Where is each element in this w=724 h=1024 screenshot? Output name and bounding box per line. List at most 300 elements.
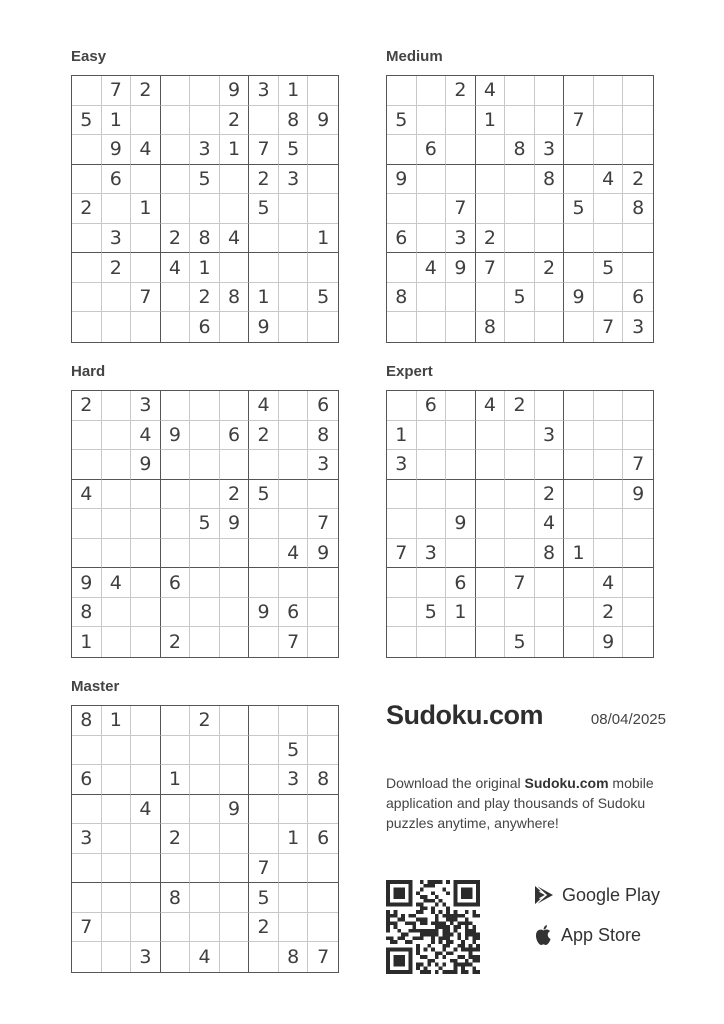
sudoku-cell (249, 795, 279, 825)
sudoku-cell: 5 (387, 106, 417, 136)
sudoku-cell: 2 (505, 391, 535, 421)
sudoku-cell (190, 568, 220, 598)
sudoku-cell: 5 (249, 883, 279, 913)
sudoku-cell: 8 (72, 598, 102, 628)
sudoku-cell (249, 106, 279, 136)
sudoku-cell (308, 568, 338, 598)
sudoku-cell (417, 421, 447, 451)
sudoku-cell (131, 224, 161, 254)
sudoku-cell (594, 283, 624, 313)
sudoku-cell: 1 (308, 224, 338, 254)
sudoku-cell (279, 283, 309, 313)
sudoku-cell: 9 (161, 421, 191, 451)
sudoku-cell: 7 (249, 135, 279, 165)
sudoku-cell (623, 568, 653, 598)
sudoku-cell (220, 765, 250, 795)
sudoku-cell: 6 (220, 421, 250, 451)
sudoku-cell: 9 (308, 539, 338, 569)
sudoku-cell: 2 (623, 165, 653, 195)
sudoku-cell: 5 (190, 165, 220, 195)
sudoku-cell: 1 (564, 539, 594, 569)
sudoku-cell (131, 568, 161, 598)
sudoku-cell (190, 795, 220, 825)
sudoku-cell (417, 568, 447, 598)
sudoku-cell (308, 598, 338, 628)
sudoku-cell: 2 (161, 627, 191, 657)
sudoku-cell: 7 (279, 627, 309, 657)
sudoku-cell (564, 135, 594, 165)
sudoku-cell (564, 312, 594, 342)
sudoku-cell (446, 283, 476, 313)
sudoku-cell (623, 135, 653, 165)
sudoku-cell (535, 391, 565, 421)
sudoku-cell (417, 509, 447, 539)
sudoku-cell (505, 312, 535, 342)
sudoku-cell: 7 (102, 76, 132, 106)
sudoku-cell (279, 706, 309, 736)
sudoku-cell (161, 795, 191, 825)
sudoku-cell (387, 509, 417, 539)
sudoku-cell (249, 706, 279, 736)
sudoku-cell (131, 627, 161, 657)
sudoku-cell (102, 765, 132, 795)
sudoku-cell (446, 627, 476, 657)
puzzle-medium (386, 47, 654, 343)
sudoku-cell (279, 194, 309, 224)
app-store-button[interactable] (534, 924, 641, 946)
sudoku-cell (72, 312, 102, 342)
sudoku-cell: 5 (505, 283, 535, 313)
sudoku-cell: 4 (279, 539, 309, 569)
sudoku-cell: 5 (505, 627, 535, 657)
sudoku-cell (190, 421, 220, 451)
sudoku-cell: 6 (279, 598, 309, 628)
brand-logo[interactable]: Sudoku.com (386, 700, 544, 730)
sudoku-cell: 6 (387, 224, 417, 254)
sudoku-cell (102, 421, 132, 451)
puzzle-hard (71, 362, 339, 658)
sudoku-cell (161, 480, 191, 510)
promo-pre: Download the original (386, 775, 525, 791)
sudoku-cell (249, 824, 279, 854)
sudoku-cell (72, 135, 102, 165)
sudoku-cell (476, 421, 506, 451)
sudoku-cell (72, 883, 102, 913)
sudoku-cell (72, 76, 102, 106)
sudoku-cell (131, 312, 161, 342)
sudoku-cell (161, 854, 191, 884)
sudoku-cell (594, 391, 624, 421)
sudoku-cell: 2 (161, 224, 191, 254)
sudoku-cell (249, 253, 279, 283)
sudoku-cell (220, 253, 250, 283)
sudoku-cell: 6 (623, 283, 653, 313)
sudoku-cell: 2 (535, 253, 565, 283)
sudoku-cell: 8 (476, 312, 506, 342)
sudoku-cell (102, 736, 132, 766)
sudoku-cell (279, 391, 309, 421)
sudoku-cell (417, 194, 447, 224)
sudoku-cell: 1 (279, 824, 309, 854)
sudoku-cell: 8 (279, 942, 309, 972)
sudoku-grid (386, 75, 654, 343)
sudoku-cell (249, 736, 279, 766)
sudoku-cell: 8 (623, 194, 653, 224)
sudoku-cell (161, 942, 191, 972)
sudoku-cell: 5 (279, 736, 309, 766)
sudoku-cell (72, 283, 102, 313)
sudoku-cell (102, 312, 132, 342)
sudoku-cell (535, 224, 565, 254)
sudoku-cell (131, 480, 161, 510)
sudoku-cell (308, 165, 338, 195)
sudoku-cell: 4 (161, 253, 191, 283)
sudoku-cell (131, 765, 161, 795)
sudoku-cell (161, 539, 191, 569)
sudoku-cell (131, 253, 161, 283)
sudoku-cell (505, 450, 535, 480)
sudoku-cell (220, 539, 250, 569)
sudoku-cell (279, 854, 309, 884)
sudoku-cell (279, 312, 309, 342)
sudoku-cell: 7 (446, 194, 476, 224)
sudoku-cell (623, 253, 653, 283)
sudoku-cell (72, 854, 102, 884)
sudoku-cell (102, 509, 132, 539)
sudoku-cell (446, 391, 476, 421)
sudoku-cell: 3 (417, 539, 447, 569)
sudoku-cell: 1 (131, 194, 161, 224)
sudoku-cell (564, 165, 594, 195)
sudoku-cell (220, 194, 250, 224)
sudoku-cell (190, 106, 220, 136)
sudoku-cell: 2 (220, 106, 250, 136)
sudoku-cell (446, 135, 476, 165)
sudoku-cell (102, 480, 132, 510)
sudoku-cell: 8 (308, 421, 338, 451)
sudoku-cell (623, 509, 653, 539)
sudoku-cell (505, 598, 535, 628)
sudoku-cell (190, 883, 220, 913)
sudoku-cell (72, 165, 102, 195)
sudoku-cell: 1 (249, 283, 279, 313)
sudoku-cell: 3 (249, 76, 279, 106)
sudoku-cell (594, 224, 624, 254)
sudoku-cell: 9 (249, 598, 279, 628)
sudoku-cell (387, 568, 417, 598)
sudoku-cell: 9 (249, 312, 279, 342)
sudoku-cell (594, 450, 624, 480)
sudoku-cell: 8 (387, 283, 417, 313)
sudoku-cell: 8 (535, 539, 565, 569)
sudoku-cell (249, 627, 279, 657)
sudoku-cell: 2 (72, 391, 102, 421)
sudoku-cell (249, 539, 279, 569)
sudoku-cell (564, 224, 594, 254)
sudoku-cell: 9 (220, 76, 250, 106)
sudoku-cell: 8 (505, 135, 535, 165)
promo-text (386, 773, 666, 833)
sudoku-cell: 7 (564, 106, 594, 136)
sudoku-cell (190, 765, 220, 795)
sudoku-cell (476, 509, 506, 539)
sudoku-cell (102, 450, 132, 480)
sudoku-cell (505, 421, 535, 451)
sudoku-cell (564, 627, 594, 657)
sudoku-cell (220, 312, 250, 342)
sudoku-cell (279, 421, 309, 451)
sudoku-cell (535, 76, 565, 106)
sudoku-cell (417, 480, 447, 510)
sudoku-cell: 6 (417, 135, 447, 165)
sudoku-cell: 5 (279, 135, 309, 165)
sudoku-cell (220, 942, 250, 972)
sudoku-cell (308, 194, 338, 224)
sudoku-cell: 7 (72, 913, 102, 943)
sudoku-cell: 9 (72, 568, 102, 598)
sudoku-cell (279, 883, 309, 913)
sudoku-cell (161, 312, 191, 342)
sudoku-cell (190, 854, 220, 884)
sudoku-cell (161, 194, 191, 224)
sudoku-cell (72, 736, 102, 766)
sudoku-cell (220, 598, 250, 628)
sudoku-cell: 8 (535, 165, 565, 195)
sudoku-cell (308, 883, 338, 913)
sudoku-cell (161, 391, 191, 421)
sudoku-cell (102, 913, 132, 943)
sudoku-cell: 1 (190, 253, 220, 283)
sudoku-cell (594, 480, 624, 510)
sudoku-cell: 8 (279, 106, 309, 136)
sudoku-cell (623, 539, 653, 569)
sudoku-cell: 5 (564, 194, 594, 224)
sudoku-cell: 9 (102, 135, 132, 165)
sudoku-cell (564, 509, 594, 539)
sudoku-cell (476, 450, 506, 480)
sudoku-cell: 8 (220, 283, 250, 313)
promo-post: mobile application and play thousands of Sudoku puzzles anytime, anywhere! (386, 775, 654, 831)
sudoku-cell (387, 391, 417, 421)
sudoku-cell (535, 194, 565, 224)
sudoku-cell (190, 194, 220, 224)
sudoku-cell: 8 (190, 224, 220, 254)
sudoku-cell (564, 598, 594, 628)
sudoku-cell (505, 480, 535, 510)
sudoku-cell (446, 165, 476, 195)
sudoku-cell: 4 (535, 509, 565, 539)
sudoku-cell: 5 (249, 480, 279, 510)
sudoku-cell (417, 76, 447, 106)
sudoku-cell (308, 795, 338, 825)
sudoku-cell (161, 106, 191, 136)
puzzle-title: Hard (71, 363, 106, 380)
puzzle-expert (386, 362, 654, 658)
sudoku-cell (220, 883, 250, 913)
sudoku-cell (102, 539, 132, 569)
sudoku-cell (594, 194, 624, 224)
sudoku-cell: 3 (279, 765, 309, 795)
sudoku-cell: 6 (308, 391, 338, 421)
sudoku-cell (72, 450, 102, 480)
sudoku-cell: 3 (131, 391, 161, 421)
sudoku-cell: 2 (190, 283, 220, 313)
promo-brand[interactable]: Sudoku.com (524, 775, 609, 791)
sudoku-cell (564, 480, 594, 510)
sudoku-cell: 4 (594, 165, 624, 195)
sudoku-cell (220, 736, 250, 766)
sudoku-cell (623, 391, 653, 421)
sudoku-cell: 2 (220, 480, 250, 510)
sudoku-cell (220, 450, 250, 480)
sudoku-cell (220, 391, 250, 421)
sudoku-cell: 4 (220, 224, 250, 254)
sudoku-cell (446, 480, 476, 510)
sudoku-cell: 7 (594, 312, 624, 342)
sudoku-cell (387, 194, 417, 224)
sudoku-cell (131, 913, 161, 943)
sudoku-cell (387, 627, 417, 657)
sudoku-cell: 2 (72, 194, 102, 224)
sudoku-cell: 7 (623, 450, 653, 480)
sudoku-cell (308, 135, 338, 165)
sudoku-cell (279, 480, 309, 510)
sudoku-cell: 4 (102, 568, 132, 598)
sudoku-cell: 2 (249, 913, 279, 943)
sudoku-cell (220, 854, 250, 884)
sudoku-grid (71, 705, 339, 973)
sudoku-cell (505, 224, 535, 254)
sudoku-cell (249, 509, 279, 539)
sudoku-cell: 2 (249, 165, 279, 195)
sudoku-cell (417, 450, 447, 480)
sudoku-cell: 7 (131, 283, 161, 313)
sudoku-cell (161, 706, 191, 736)
sudoku-cell (308, 480, 338, 510)
sudoku-cell: 8 (72, 706, 102, 736)
google-play-label: Google Play (562, 884, 661, 905)
sudoku-cell (535, 106, 565, 136)
sudoku-cell (623, 627, 653, 657)
sudoku-cell (131, 706, 161, 736)
sudoku-cell: 2 (594, 598, 624, 628)
sudoku-cell (387, 135, 417, 165)
sudoku-cell: 2 (131, 76, 161, 106)
sudoku-cell (72, 509, 102, 539)
sudoku-cell (190, 450, 220, 480)
sudoku-cell (594, 539, 624, 569)
sudoku-cell: 7 (505, 568, 535, 598)
sudoku-cell (161, 76, 191, 106)
sudoku-cell: 2 (102, 253, 132, 283)
sudoku-cell: 7 (317, 946, 330, 969)
sudoku-cell (417, 224, 447, 254)
sudoku-cell (308, 253, 338, 283)
qr-code-icon[interactable] (386, 880, 480, 974)
sudoku-cell (131, 736, 161, 766)
sudoku-cell (308, 312, 338, 342)
sudoku-cell: 4 (190, 942, 220, 972)
sudoku-cell: 3 (279, 165, 309, 195)
sudoku-cell (387, 312, 417, 342)
sudoku-cell: 1 (102, 706, 132, 736)
sudoku-cell (594, 509, 624, 539)
sudoku-cell (279, 913, 309, 943)
sudoku-cell: 9 (564, 283, 594, 313)
sudoku-cell: 9 (387, 165, 417, 195)
sudoku-cell: 4 (131, 421, 161, 451)
sudoku-cell: 4 (131, 135, 161, 165)
sudoku-cell: 3 (387, 450, 417, 480)
sudoku-cell (594, 76, 624, 106)
sudoku-cell: 3 (308, 450, 338, 480)
sudoku-cell: 3 (131, 942, 161, 972)
sudoku-cell (417, 106, 447, 136)
sudoku-cell: 4 (249, 391, 279, 421)
sudoku-cell: 5 (594, 253, 624, 283)
sudoku-cell (102, 194, 132, 224)
sudoku-cell (476, 568, 506, 598)
sudoku-cell (102, 942, 132, 972)
sudoku-cell (505, 509, 535, 539)
sudoku-cell (564, 421, 594, 451)
sudoku-cell: 4 (72, 480, 102, 510)
sudoku-cell (190, 391, 220, 421)
sudoku-cell: 5 (417, 598, 447, 628)
puzzle-title: Master (71, 678, 120, 695)
sudoku-cell (131, 824, 161, 854)
sudoku-cell: 4 (131, 795, 161, 825)
puzzle-easy (71, 47, 339, 343)
sudoku-cell (417, 627, 447, 657)
sudoku-cell (535, 283, 565, 313)
sudoku-grid (71, 390, 339, 658)
sudoku-cell (417, 312, 447, 342)
sudoku-cell: 9 (594, 627, 624, 657)
sudoku-cell (505, 539, 535, 569)
sudoku-cell (594, 106, 624, 136)
sudoku-cell: 6 (446, 568, 476, 598)
sudoku-cell (535, 598, 565, 628)
google-play-button[interactable] (534, 884, 660, 906)
sudoku-cell (72, 942, 102, 972)
sudoku-cell (564, 450, 594, 480)
puzzle-title: Expert (386, 363, 433, 380)
sudoku-cell (190, 627, 220, 657)
sudoku-cell (308, 854, 338, 884)
sudoku-cell (161, 509, 191, 539)
sudoku-cell: 5 (308, 283, 338, 313)
sudoku-cell (131, 165, 161, 195)
sudoku-cell (279, 568, 309, 598)
sudoku-cell (279, 450, 309, 480)
sudoku-cell (623, 224, 653, 254)
sudoku-cell (564, 253, 594, 283)
sudoku-cell: 8 (161, 883, 191, 913)
sudoku-cell: 5 (190, 509, 220, 539)
sudoku-cell (161, 913, 191, 943)
sudoku-cell (220, 627, 250, 657)
sudoku-cell: 6 (190, 312, 220, 342)
sudoku-cell: 3 (102, 224, 132, 254)
sudoku-cell (623, 106, 653, 136)
sudoku-cell (279, 795, 309, 825)
sudoku-cell (190, 480, 220, 510)
sudoku-cell: 5 (249, 194, 279, 224)
sudoku-cell: 4 (594, 568, 624, 598)
sudoku-cell (564, 568, 594, 598)
sudoku-cell: 5 (72, 106, 102, 136)
